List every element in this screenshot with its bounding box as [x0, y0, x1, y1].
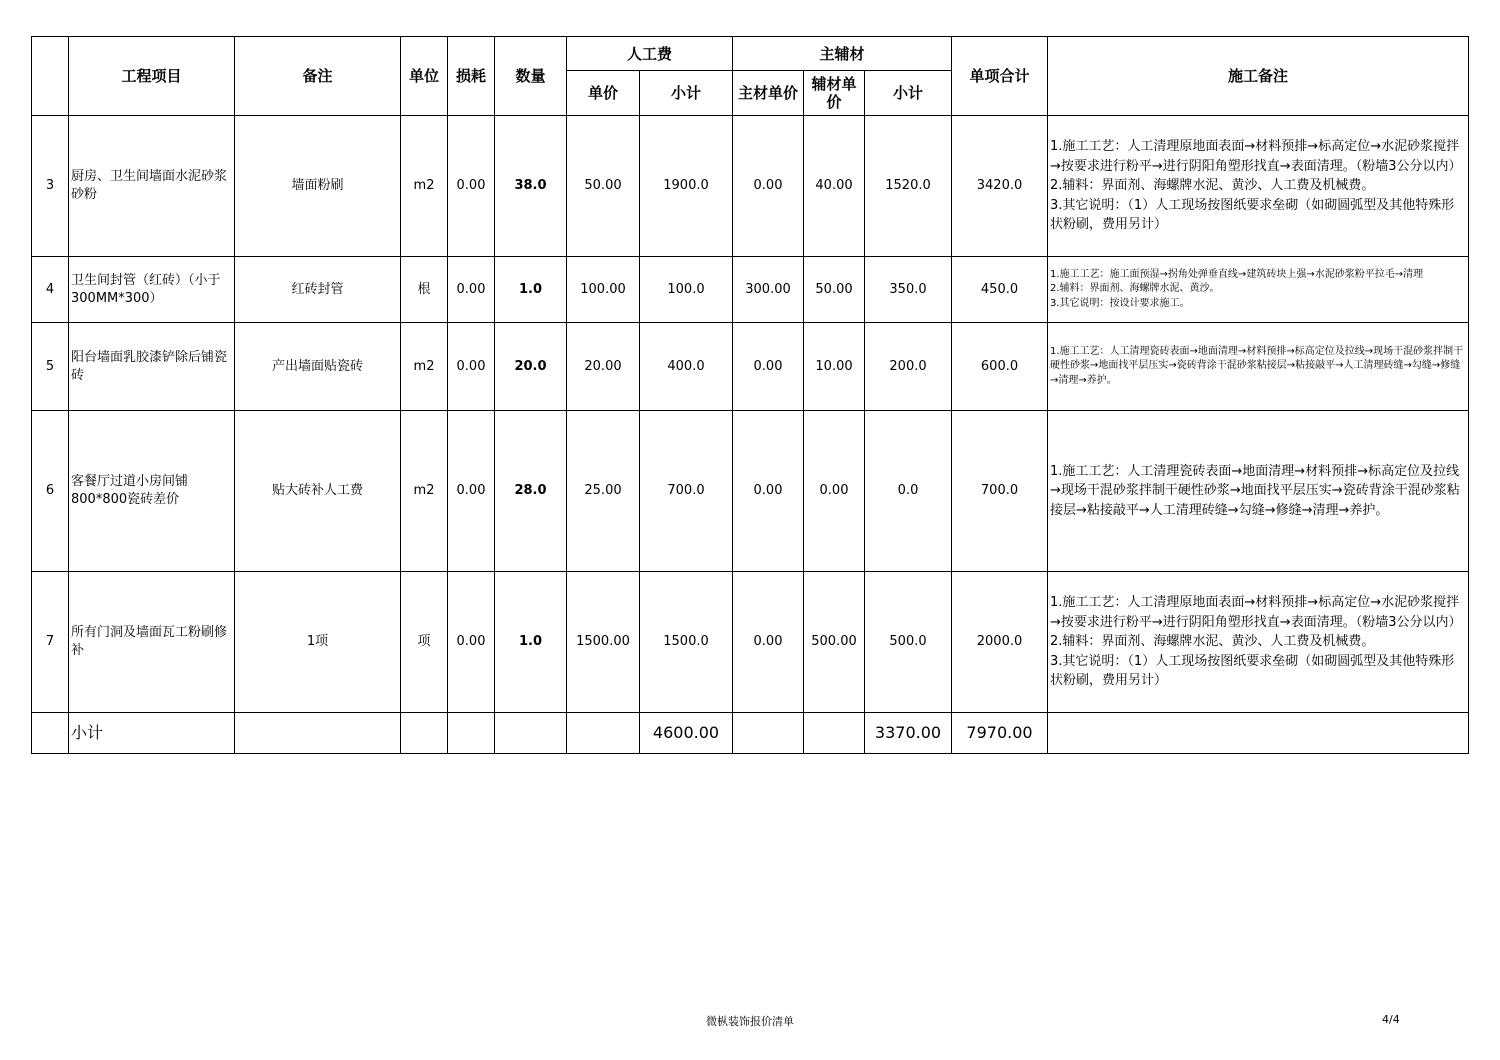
header-loss: 损耗	[448, 37, 495, 116]
row-main-price: 0.00	[733, 411, 804, 572]
row-project: 客餐厅过道小房间铺800*800瓷砖差价	[69, 411, 235, 572]
row-total: 3420.0	[952, 116, 1048, 257]
header-project: 工程项目	[69, 37, 235, 116]
row-labor-subtotal: 1900.0	[640, 116, 733, 257]
row-material-subtotal: 1520.0	[865, 116, 952, 257]
row-labor-price: 20.00	[567, 323, 640, 411]
note-line: 1.施工工艺：人工清理瓷砖表面→地面清理→材料预排→标高定位及拉线→现场干混砂浆拌制干硬性砂浆→地面找平层压实→瓷砖背涂干混砂浆粘接层→粘接敲平→人工清理砖缝→勾缝→修缝→清理→养护。	[1050, 463, 1460, 518]
row-number: 5	[32, 323, 69, 411]
note-line: 3.其它说明：按设计要求施工。	[1050, 297, 1190, 309]
note-line: 2.辅料：界面剂、海螺牌水泥、黄沙。	[1050, 283, 1220, 295]
row-number: 6	[32, 411, 69, 572]
header-labor-price: 单价	[567, 71, 640, 116]
row-remark: 产出墙面贴瓷砖	[235, 323, 401, 411]
footer-title: 微枞装饰报价清单	[706, 1015, 794, 1028]
row-quantity: 1.0	[495, 572, 567, 713]
row-total: 600.0	[952, 323, 1048, 411]
note-line: 3.其它说明：（1）人工现场按图纸要求垒砌（如砌圆弧型及其他特殊形状粉刷，费用另计）	[1050, 197, 1455, 233]
header-row-1	[32, 37, 1469, 71]
table-row	[32, 257, 1469, 323]
subtotal-material: 3370.00	[865, 713, 952, 754]
table-row	[32, 116, 1469, 257]
row-total: 450.0	[952, 257, 1048, 323]
note-line: 1.施工工艺：人工清理原地面表面→材料预排→标高定位→水泥砂浆搅拌→按要求进行粉平→进行阴阳角塑形找直→表面清理。（粉墙3公分以内）	[1050, 139, 1462, 174]
row-number: 4	[32, 257, 69, 323]
note-line: 2.辅料：界面剂、海螺牌水泥、黄沙、人工费及机械费。	[1050, 634, 1375, 650]
row-aux-price: 500.00	[804, 572, 865, 713]
header-aux-price: 辅材单价	[804, 71, 865, 116]
row-remark: 贴大砖补人工费	[235, 411, 401, 572]
row-project: 所有门洞及墙面瓦工粉刷修补	[69, 572, 235, 713]
table-row	[32, 572, 1469, 713]
header-quantity: 数量	[495, 37, 567, 116]
note-line: 1.施工工艺：人工清理瓷砖表面→地面清理→材料预排→标高定位及拉线→现场干混砂浆拌制干硬性砂浆→地面找平层压实→瓷砖背涂干混砂浆粘接层→粘接敲平→人工清理砖缝→勾缝→修缝→清理→养护。	[1050, 345, 1464, 386]
row-unit: m2	[401, 116, 448, 257]
header-construction-note: 施工备注	[1048, 37, 1469, 116]
row-construction-note	[1048, 411, 1469, 572]
page-number: 4/4	[1382, 1013, 1400, 1026]
row-aux-price: 0.00	[804, 411, 865, 572]
header-index	[32, 37, 69, 116]
row-remark: 红砖封管	[235, 257, 401, 323]
row-labor-subtotal: 100.0	[640, 257, 733, 323]
row-loss: 0.00	[448, 572, 495, 713]
row-labor-price: 25.00	[567, 411, 640, 572]
note-line: 2.辅料：界面剂、海螺牌水泥、黄沙、人工费及机械费。	[1050, 178, 1375, 194]
row-quantity: 28.0	[495, 411, 567, 572]
subtotal-total: 7970.00	[952, 713, 1048, 754]
row-remark: 1项	[235, 572, 401, 713]
subtotal-label: 小计	[69, 713, 235, 754]
row-number: 3	[32, 116, 69, 257]
row-material-subtotal: 350.0	[865, 257, 952, 323]
subtotal-row	[32, 713, 1469, 754]
row-main-price: 0.00	[733, 323, 804, 411]
subtotal-index	[32, 713, 69, 754]
subtotal-labor: 4600.00	[640, 713, 733, 754]
row-loss: 0.00	[448, 323, 495, 411]
row-aux-price: 10.00	[804, 323, 865, 411]
quotation-table	[31, 36, 1469, 754]
row-construction-note	[1048, 116, 1469, 257]
row-labor-subtotal: 700.0	[640, 411, 733, 572]
row-unit: 根	[401, 257, 448, 323]
row-remark: 墙面粉刷	[235, 116, 401, 257]
row-aux-price: 50.00	[804, 257, 865, 323]
header-unit: 单位	[401, 37, 448, 116]
row-quantity: 1.0	[495, 257, 567, 323]
row-unit: m2	[401, 411, 448, 572]
row-aux-price: 40.00	[804, 116, 865, 257]
row-total: 2000.0	[952, 572, 1048, 713]
row-unit: 项	[401, 572, 448, 713]
header-labor-subtotal: 小计	[640, 71, 733, 116]
row-project: 卫生间封管（红砖）（小于300MM*300）	[69, 257, 235, 323]
row-main-price: 0.00	[733, 572, 804, 713]
header-remark: 备注	[235, 37, 401, 116]
row-project: 阳台墙面乳胶漆铲除后铺瓷砖	[69, 323, 235, 411]
table-row	[32, 411, 1469, 572]
row-quantity: 38.0	[495, 116, 567, 257]
row-project: 厨房、卫生间墙面水泥砂浆砂粉	[69, 116, 235, 257]
row-unit: m2	[401, 323, 448, 411]
row-labor-subtotal: 400.0	[640, 323, 733, 411]
note-line: 1.施工工艺：人工清理原地面表面→材料预排→标高定位→水泥砂浆搅拌→按要求进行粉平→进行阴阳角塑形找直→表面清理。（粉墙3公分以内）	[1050, 595, 1462, 630]
row-main-price: 0.00	[733, 116, 804, 257]
row-material-subtotal: 200.0	[865, 323, 952, 411]
row-main-price: 300.00	[733, 257, 804, 323]
note-line: 1.施工工艺：施工面预湿→拐角处弹垂直线→建筑砖块上强→水泥砂浆粉平拉毛→清理	[1050, 268, 1424, 280]
row-construction-note	[1048, 323, 1469, 411]
header-main-price: 主材单价	[733, 71, 804, 116]
header-material-group: 主辅材	[733, 37, 952, 71]
row-loss: 0.00	[448, 411, 495, 572]
header-labor-group: 人工费	[567, 37, 733, 71]
row-loss: 0.00	[448, 116, 495, 257]
header-material-subtotal: 小计	[865, 71, 952, 116]
table-row	[32, 323, 1469, 411]
row-quantity: 20.0	[495, 323, 567, 411]
row-total: 700.0	[952, 411, 1048, 572]
row-labor-subtotal: 1500.0	[640, 572, 733, 713]
row-construction-note	[1048, 572, 1469, 713]
row-material-subtotal: 0.0	[865, 411, 952, 572]
row-labor-price: 1500.00	[567, 572, 640, 713]
row-construction-note	[1048, 257, 1469, 323]
row-loss: 0.00	[448, 257, 495, 323]
header-total: 单项合计	[952, 37, 1048, 116]
row-labor-price: 50.00	[567, 116, 640, 257]
row-labor-price: 100.00	[567, 257, 640, 323]
row-number: 7	[32, 572, 69, 713]
note-line: 3.其它说明：（1）人工现场按图纸要求垒砌（如砌圆弧型及其他特殊形状粉刷，费用另计）	[1050, 653, 1455, 689]
row-material-subtotal: 500.0	[865, 572, 952, 713]
